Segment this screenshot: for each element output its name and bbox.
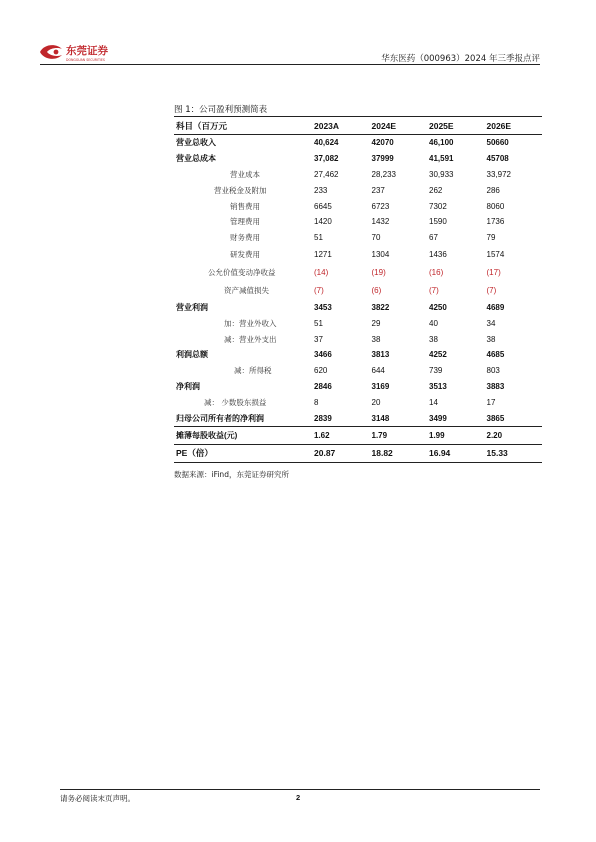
cell-value: 27,462 [314, 169, 339, 179]
cell-value: 237 [371, 185, 385, 195]
table-row [174, 230, 542, 246]
cell-value: 40 [429, 318, 438, 328]
table-row [174, 410, 542, 426]
cell-value: (6) [371, 286, 382, 296]
cell-value: 70 [371, 233, 381, 243]
figure-caption: 图 1：公司盈利预测简表 [174, 105, 268, 115]
table-row [174, 331, 542, 347]
report-title: 华东医药（000963）2024 年三季报点评 [381, 54, 540, 64]
cell-value: 15.33 [485, 444, 543, 462]
row-label: 管理费用 [230, 217, 260, 227]
row-label: 营业总成本 [176, 154, 216, 164]
table-header-row [174, 117, 542, 135]
table-row [174, 315, 542, 331]
table-row [174, 264, 542, 282]
table-row [174, 363, 542, 379]
row-label: 营业成本 [230, 169, 260, 179]
row-label: 摊薄每股收益(元) [174, 426, 312, 444]
cell-value: 20.87 [312, 444, 370, 462]
table-row [174, 182, 542, 198]
header-divider [40, 64, 540, 65]
cell-value: 38 [371, 334, 381, 344]
cell-value: 620 [314, 366, 328, 376]
cell-value: 1590 [429, 217, 447, 227]
cell-value: 3453 [314, 302, 332, 312]
data-source-note: 数据来源：iFind，东莞证券研究所 [174, 470, 289, 479]
cell-value: 3883 [486, 381, 505, 391]
cell-value: (14) [314, 268, 329, 278]
cell-value: 37999 [371, 154, 394, 164]
cell-value: 40,624 [314, 138, 339, 148]
cell-value: 1574 [486, 250, 505, 260]
cell-value: 4689 [486, 302, 505, 312]
cell-value: 18.82 [370, 444, 428, 462]
cell-value: 1.99 [427, 426, 485, 444]
cell-value: 17 [486, 397, 496, 407]
table-row [174, 347, 542, 363]
table-row [174, 444, 542, 462]
cell-value: 8060 [486, 201, 505, 211]
cell-value: 14 [429, 397, 438, 407]
cell-value: 37 [314, 334, 323, 344]
cell-value: (7) [486, 286, 497, 296]
cell-value: 38 [429, 334, 438, 344]
cell-value: 51 [314, 318, 323, 328]
table-row [174, 198, 542, 214]
cell-value: 38 [486, 334, 496, 344]
cell-value: 20 [371, 397, 381, 407]
table-row [174, 379, 542, 395]
row-label: 归母公司所有者的净利润 [174, 410, 312, 426]
cell-value: 2.20 [485, 426, 543, 444]
cell-value: 3822 [371, 302, 390, 312]
row-label: 公允价值变动净收益 [208, 268, 276, 278]
column-header-2026e: 2026E [485, 117, 543, 135]
cell-value: 1736 [486, 217, 505, 227]
cell-value: 1304 [371, 250, 390, 260]
cell-value: 30,933 [429, 169, 454, 179]
row-label: 利润总额 [176, 350, 208, 360]
cell-value: 46,100 [429, 138, 454, 148]
cell-value: 1432 [371, 217, 390, 227]
row-label: 减：营业外支出 [224, 334, 277, 344]
cell-value: 1271 [314, 250, 332, 260]
cell-value: 50660 [486, 138, 509, 148]
logo-subtext: DONGGUAN SECURITIES [66, 58, 105, 62]
cell-value: 42070 [371, 138, 394, 148]
cell-value: 41,591 [429, 154, 454, 164]
cell-value: 16.94 [427, 444, 485, 462]
cell-value: 2839 [312, 410, 370, 426]
footer-divider [60, 789, 540, 790]
cell-value: 6723 [371, 201, 390, 211]
cell-value: 79 [486, 233, 496, 243]
row-label: PE（倍） [174, 444, 312, 462]
cell-value: 1.79 [370, 426, 428, 444]
column-header-item: 科目（百万元 [174, 117, 312, 135]
table-row [174, 135, 542, 151]
table-row [174, 151, 542, 167]
row-label: 减： 少数股东损益 [204, 397, 267, 407]
cell-value: 45708 [486, 154, 509, 164]
cell-value: 233 [314, 185, 328, 195]
cell-value: 3813 [371, 350, 390, 360]
cell-value: 1.62 [312, 426, 370, 444]
row-label: 营业利润 [176, 302, 208, 312]
table-row [174, 300, 542, 316]
table-row [174, 167, 542, 183]
table-row [174, 214, 542, 230]
row-label: 营业税金及附加 [214, 185, 267, 195]
cell-value: 33,972 [486, 169, 511, 179]
table-row [174, 426, 542, 444]
column-header-2024e: 2024E [370, 117, 428, 135]
cell-value: 3169 [371, 381, 390, 391]
cell-value: (16) [429, 268, 444, 278]
cell-value: 7302 [429, 201, 447, 211]
cell-value: 51 [314, 233, 323, 243]
table-row [174, 394, 542, 410]
cell-value: 3466 [314, 350, 332, 360]
page-number: 2 [296, 793, 301, 802]
logo-emblem-icon [36, 40, 136, 64]
cell-value: 2846 [314, 381, 332, 391]
cell-value: 3499 [427, 410, 485, 426]
cell-value: 1436 [429, 250, 447, 260]
column-header-2025e: 2025E [427, 117, 485, 135]
cell-value: 3513 [429, 381, 447, 391]
cell-value: 8 [314, 397, 319, 407]
table-row [174, 246, 542, 264]
profit-forecast-table [174, 116, 542, 463]
cell-value: (19) [371, 268, 386, 278]
cell-value: 29 [371, 318, 381, 328]
cell-value: 37,082 [314, 154, 339, 164]
cell-value: 4685 [486, 350, 505, 360]
cell-value: 3865 [485, 410, 543, 426]
row-label: 加：营业外收入 [224, 318, 277, 328]
row-label: 资产减值损失 [224, 286, 269, 296]
company-logo [36, 40, 136, 64]
row-label: 营业总收入 [176, 138, 216, 148]
cell-value: 34 [486, 318, 496, 328]
cell-value: (7) [429, 286, 439, 296]
cell-value: 1420 [314, 217, 332, 227]
cell-value: 4250 [429, 302, 447, 312]
cell-value: 4252 [429, 350, 447, 360]
cell-value: (17) [486, 268, 501, 278]
row-label: 销售费用 [230, 201, 260, 211]
row-label: 净利润 [176, 381, 200, 391]
footer-disclaimer: 请务必阅读末页声明。 [60, 794, 135, 803]
cell-value: 6645 [314, 201, 332, 211]
cell-value: 803 [486, 366, 500, 376]
cell-value: (7) [314, 286, 324, 296]
logo-text: 东莞证券 [66, 45, 108, 57]
cell-value: 644 [371, 366, 385, 376]
cell-value: 28,233 [371, 169, 396, 179]
cell-value: 67 [429, 233, 438, 243]
cell-value: 262 [429, 185, 443, 195]
cell-value: 3148 [370, 410, 428, 426]
column-header-2023a: 2023A [312, 117, 370, 135]
cell-value: 286 [486, 185, 500, 195]
table-row [174, 282, 542, 300]
row-label: 财务费用 [230, 233, 260, 243]
cell-value: 739 [429, 366, 443, 376]
row-label: 减：所得税 [234, 366, 272, 376]
row-label: 研发费用 [230, 250, 260, 260]
